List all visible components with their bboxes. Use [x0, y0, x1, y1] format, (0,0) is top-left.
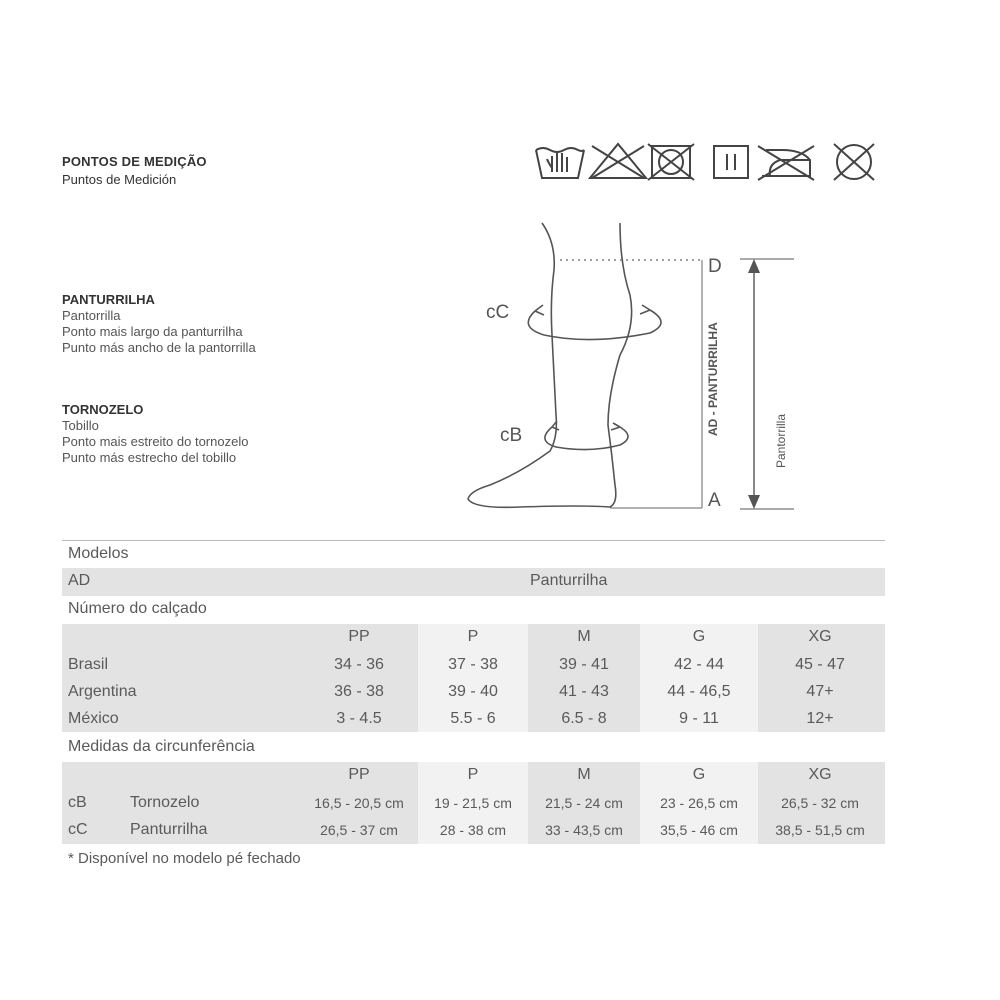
shoe-label: Número do calçado — [68, 600, 207, 617]
care-icons — [530, 138, 890, 184]
table-cell: 44 - 46,5 — [667, 683, 731, 700]
table-cell: 47+ — [806, 683, 834, 700]
no-bleach-icon — [590, 144, 646, 178]
shoe-size-pp: PP — [348, 628, 370, 645]
calf-line-1: Pantorrilla — [62, 308, 121, 323]
calf-circumference-arrow — [528, 305, 661, 340]
table-cell: 26,5 - 37 cm — [320, 822, 398, 838]
row-cc-label: Panturrilha — [130, 821, 208, 838]
shoe-size-m: M — [577, 628, 591, 645]
row-argentina-label: Argentina — [68, 683, 137, 700]
table-cell: 45 - 47 — [795, 656, 845, 673]
no-tumble-dry-icon — [648, 144, 694, 180]
table-cell: 38,5 - 51,5 cm — [775, 822, 865, 838]
dry-flat-icon — [714, 146, 748, 178]
table-top-rule — [62, 540, 885, 541]
diagram-label-d: D — [708, 256, 722, 277]
table-cell: 5.5 - 6 — [450, 710, 496, 727]
circ-size-g: G — [692, 766, 706, 783]
table-cell: 41 - 43 — [559, 683, 609, 700]
row-cb-code: cB — [68, 794, 87, 811]
table-cell: 37 - 38 — [448, 656, 498, 673]
shoe-size-p: P — [467, 628, 479, 645]
table-cell: 21,5 - 24 cm — [545, 795, 623, 811]
table-cell: 35,5 - 46 cm — [660, 822, 738, 838]
table-cell: 39 - 41 — [559, 656, 609, 673]
circ-size-xg: XG — [808, 766, 832, 783]
table-cell: 42 - 44 — [674, 656, 724, 673]
ankle-line-1: Tobillo — [62, 418, 99, 433]
table-cell: 33 - 43,5 cm — [545, 822, 623, 838]
table-cell: 3 - 4.5 — [336, 710, 382, 727]
diagram-label-cb: cB — [500, 425, 523, 446]
ankle-title: TORNOZELO — [62, 402, 144, 417]
page-subtitle: Puntos de Medición — [62, 172, 177, 187]
table-cell: 23 - 26,5 cm — [660, 795, 738, 811]
table-cell: 26,5 - 32 cm — [781, 795, 859, 811]
diagram-label-a: A — [708, 490, 721, 511]
model-name: Panturrilha — [530, 572, 608, 589]
row-brasil-label: Brasil — [68, 656, 109, 673]
model-band — [62, 568, 885, 596]
calf-title: PANTURRILHA — [62, 292, 155, 307]
table-cell: 9 - 11 — [679, 710, 719, 727]
no-iron-icon — [758, 146, 814, 180]
table-cell: 19 - 21,5 cm — [434, 795, 512, 811]
shoe-size-g: G — [692, 628, 706, 645]
leg-outline — [468, 223, 632, 507]
table-cell: 6.5 - 8 — [561, 710, 607, 727]
models-label: Modelos — [68, 545, 129, 562]
ankle-circumference-arrow — [545, 421, 628, 450]
row-cb-label: Tornozelo — [130, 794, 200, 811]
calf-line-2: Ponto mais largo da panturrilha — [62, 324, 243, 339]
circ-size-pp: PP — [348, 766, 370, 783]
shoe-size-xg: XG — [808, 628, 832, 645]
footnote: * Disponível no modelo pé fechado — [68, 850, 301, 867]
table-cell: 36 - 38 — [334, 683, 384, 700]
table-cell: 34 - 36 — [334, 656, 384, 673]
ankle-line-2: Ponto mais estreito do tornozelo — [62, 434, 249, 449]
leg-diagram — [440, 215, 810, 520]
table-cell: 28 - 38 cm — [439, 822, 507, 838]
diagram-label-cc: cC — [486, 302, 510, 323]
table-cell: 12+ — [806, 710, 834, 727]
model-code: AD — [68, 572, 91, 589]
no-dry-clean-icon — [834, 144, 874, 180]
table-cell: 16,5 - 20,5 cm — [314, 795, 404, 811]
diagram-vertical-sub: Pantorrilla — [774, 413, 788, 468]
circ-size-m: M — [577, 766, 591, 783]
row-cc-code: cC — [68, 821, 88, 838]
row-mexico-label: México — [68, 710, 119, 727]
calf-line-3: Punto más ancho de la pantorrilla — [62, 340, 256, 355]
diagram-vertical-label: AD - PANTURRILHA — [706, 322, 720, 436]
circ-label: Medidas da circunferência — [68, 738, 255, 755]
ankle-line-3: Punto más estrecho del tobillo — [62, 450, 237, 465]
hand-wash-icon — [536, 148, 584, 178]
circ-size-p: P — [467, 766, 479, 783]
page-title: PONTOS DE MEDIÇÃO — [62, 154, 207, 169]
table-cell: 39 - 40 — [448, 683, 498, 700]
